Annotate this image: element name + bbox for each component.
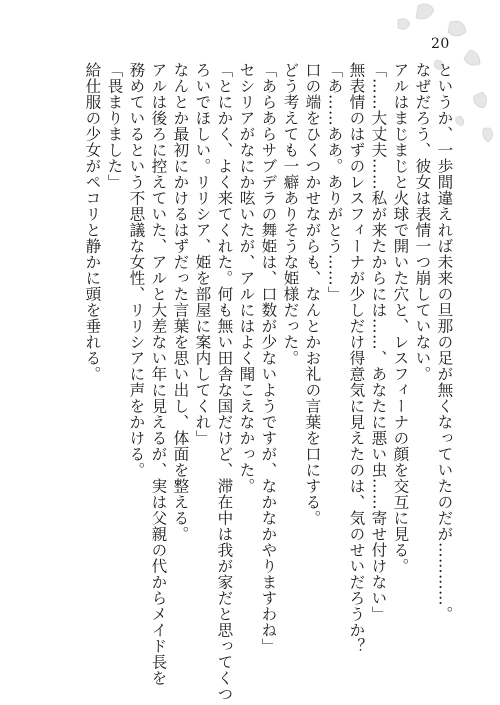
text-line: アルは後ろに控えていた、アルと大差ない年に見えるが、実は父親の代からメイド長を	[149, 62, 168, 686]
text-line: どう考えても一癖ありそうな姫様だった。	[281, 62, 300, 366]
page-number: 20	[431, 36, 450, 52]
text-line: 務めているという不思議な女性、リリシアに声をかける。	[127, 62, 146, 478]
text-line: 「……大丈夫……私が来たからには……、あなたに悪い虫……寄せ付けない」	[369, 62, 388, 622]
text-line: 「あ……ああ。ありがとう……」	[325, 62, 344, 302]
vertical-text-body	[83, 62, 455, 702]
text-line: 「あらあらサブデラの舞姫は、口数が少ないようですが、なかなかやりますわね」	[259, 62, 278, 654]
text-line: 無表情のはずのレスフィーナが少しだけ得意気に見えたのは、気のせいだろうか？	[347, 62, 366, 654]
text-line: なぜだろう、彼女は表情一つ崩していない。	[413, 62, 432, 382]
text-line: 「畏まりました」	[105, 62, 124, 190]
text-line: というか、一歩間違えれば未来の旦那の足が無くなっていたのだが…………。	[435, 62, 454, 622]
text-line: 給仕服の少女がペコリと静かに頭を垂れる。	[83, 62, 102, 382]
text-line: 口の端をひくつかせながらも、なんとかお礼の言葉を口にする。	[303, 62, 322, 526]
text-line: 「とにかく、よく来てくれた。何も無い田舎な国だけど、滞在中は我が家だと思ってくつ	[215, 62, 234, 702]
text-line: アルはまじまじと火球で開いた穴と、レスフィーナの顔を交互に見る。	[391, 62, 410, 574]
text-line: ろいでほしい。リリシア、姫を部屋に案内してくれ」	[193, 62, 212, 446]
text-line: なんとか最初にかけるはずだった言葉を思い出し、体面を整える。	[171, 62, 190, 542]
text-line: セシリアがなにか呟いたが、アルにはよく聞こえなかった。	[237, 62, 256, 494]
